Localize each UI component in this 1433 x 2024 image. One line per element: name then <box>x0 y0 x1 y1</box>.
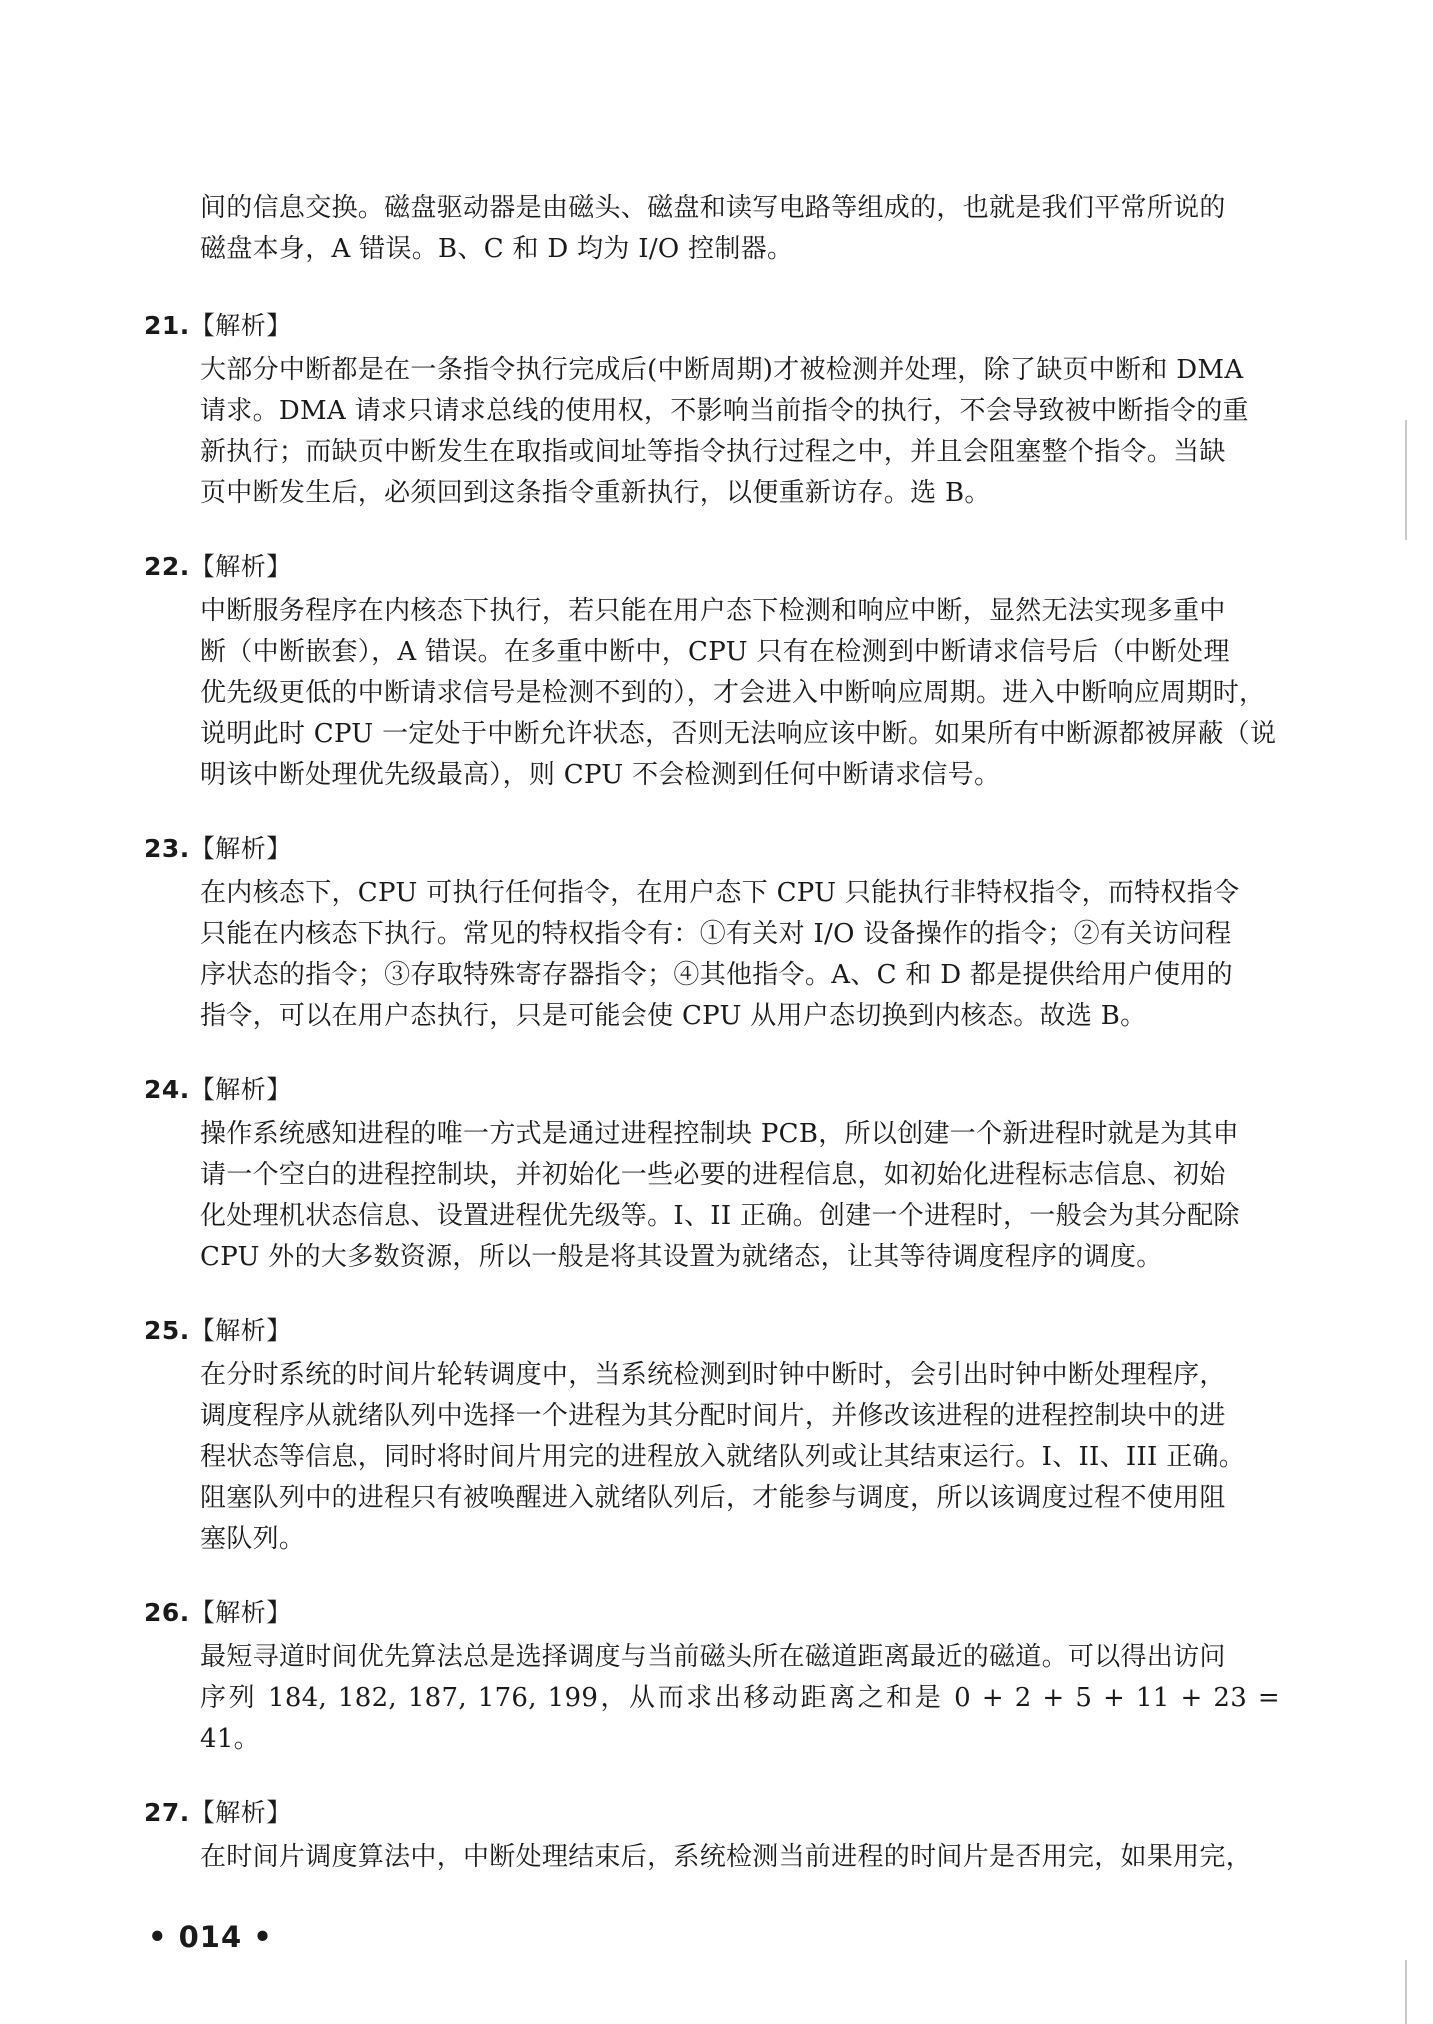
section-body <box>200 1837 1280 1878</box>
body-line: 程状态等信息，同时将时间片用完的进程放入就绪队列或让其结束运行。I、II、III 正确。 <box>200 1442 1246 1472</box>
section-tag: 【解析】 <box>189 834 292 863</box>
body-line: 断（中断嵌套），A 错误。在多重中断中，CPU 只有在检测到中断请求信号后（中断处理 <box>200 637 1230 667</box>
section-body <box>200 591 1280 796</box>
page-content <box>144 188 1280 1915</box>
body-line: 中断服务程序在内核态下执行，若只能在用户态下检测和响应中断，显然无法实现多重中 <box>200 596 1226 626</box>
body-line: 阻塞队列中的进程只有被唤醒进入就绪队列后，才能参与调度，所以该调度过程不使用阻 <box>200 1483 1226 1513</box>
section-number: 23. <box>144 834 190 863</box>
section-tag: 【解析】 <box>189 1798 292 1827</box>
section-heading <box>144 551 1280 583</box>
body-line: 请一个空白的进程控制块，并初始化一些必要的进程信息，如初始化进程标志信息、初始 <box>200 1160 1226 1190</box>
section-body <box>200 873 1280 1037</box>
answer-23 <box>144 833 1280 1037</box>
body-line: 调度程序从就绪队列中选择一个进程为其分配时间片，并修改该进程的进程控制块中的进 <box>200 1401 1226 1431</box>
section-number: 21. <box>144 311 190 340</box>
scan-edge-mark <box>1405 1960 1407 2024</box>
body-line: 指令，可以在用户态执行，只是可能会使 CPU 从用户态切换到内核态。故选 B。 <box>200 1001 1147 1031</box>
answer-26 <box>144 1597 1280 1760</box>
section-body <box>200 350 1280 514</box>
body-line: 序列 184, 182, 187, 176, 199，从而求出移动距离之和是 0 + 2 + 5 + 11 + 23 = 41。 <box>200 1683 1280 1754</box>
body-line: 只能在内核态下执行。常见的特权指令有：①有关对 I/O 设备操作的指令；②有关访问程 <box>200 919 1232 949</box>
section-heading <box>144 1074 1280 1106</box>
body-line: 操作系统感知进程的唯一方式是通过进程控制块 PCB，所以创建一个新进程时就是为其申 <box>200 1119 1240 1149</box>
body-line: 塞队列。 <box>200 1524 306 1554</box>
answer-22 <box>144 551 1280 796</box>
section-number: 26. <box>144 1598 190 1627</box>
body-line: 大部分中断都是在一条指令执行完成后(中断周期)才被检测并处理，除了缺页中断和 DMA <box>200 355 1244 385</box>
body-line: 在内核态下，CPU 可执行任何指令，在用户态下 CPU 只能执行非特权指令，而特权指令 <box>200 878 1240 908</box>
body-line: 在分时系统的时间片轮转调度中，当系统检测到时钟中断时，会引出时钟中断处理程序， <box>200 1360 1226 1390</box>
section-body <box>200 1637 1280 1760</box>
answer-25 <box>144 1315 1280 1560</box>
section-tag: 【解析】 <box>189 1075 292 1104</box>
intro-line: 间的信息交换。磁盘驱动器是由磁头、磁盘和读写电路等组成的，也就是我们平常所说的 <box>200 193 1226 223</box>
body-line: 请求。DMA 请求只请求总线的使用权，不影响当前指令的执行，不会导致被中断指令的重 <box>200 396 1249 426</box>
section-tag: 【解析】 <box>189 1598 292 1627</box>
body-line: 最短寻道时间优先算法总是选择调度与当前磁头所在磁道距离最近的磁道。可以得出访问 <box>200 1642 1226 1672</box>
intro-line: 磁盘本身，A 错误。B、C 和 D 均为 I/O 控制器。 <box>200 234 794 264</box>
body-line: 新执行；而缺页中断发生在取指或间址等指令执行过程之中，并且会阻塞整个指令。当缺 <box>200 437 1226 467</box>
section-heading <box>144 1597 1280 1629</box>
section-number: 22. <box>144 552 190 581</box>
answer-27 <box>144 1797 1280 1878</box>
section-number: 27. <box>144 1798 190 1827</box>
page-number: • 014 • <box>148 1920 273 1954</box>
body-line: 化处理机状态信息、设置进程优先级等。I、II 正确。创建一个进程时，一般会为其分配除 <box>200 1201 1240 1231</box>
section-body <box>200 1355 1280 1560</box>
section-heading <box>144 833 1280 865</box>
body-line: 明该中断处理优先级最高），则 CPU 不会检测到任何中断请求信号。 <box>200 760 1001 790</box>
body-line: 说明此时 CPU 一定处于中断允许状态，否则无法响应该中断。如果所有中断源都被屏蔽（说 <box>200 719 1277 749</box>
section-number: 24. <box>144 1075 190 1104</box>
body-line: 在时间片调度算法中，中断处理结束后，系统检测当前进程的时间片是否用完，如果用完， <box>200 1842 1253 1872</box>
section-body <box>200 1114 1280 1278</box>
section-heading <box>144 1797 1280 1829</box>
answer-21 <box>144 310 1280 514</box>
body-line: 序状态的指令；③存取特殊寄存器指令；④其他指令。A、C 和 D 都是提供给用户使用的 <box>200 960 1233 990</box>
section-tag: 【解析】 <box>189 552 292 581</box>
answer-24 <box>144 1074 1280 1278</box>
intro-paragraph <box>200 188 1280 270</box>
section-heading <box>144 310 1280 342</box>
body-line: CPU 外的大多数资源，所以一般是将其设置为就绪态，让其等待调度程序的调度。 <box>200 1242 1163 1272</box>
section-tag: 【解析】 <box>189 311 292 340</box>
section-number: 25. <box>144 1316 190 1345</box>
scan-edge-mark <box>1405 420 1407 540</box>
body-line: 优先级更低的中断请求信号是检测不到的），才会进入中断响应周期。进入中断响应周期时， <box>200 678 1266 708</box>
body-line: 页中断发生后，必须回到这条指令重新执行，以便重新访存。选 B。 <box>200 478 991 508</box>
section-heading <box>144 1315 1280 1347</box>
section-tag: 【解析】 <box>189 1316 292 1345</box>
